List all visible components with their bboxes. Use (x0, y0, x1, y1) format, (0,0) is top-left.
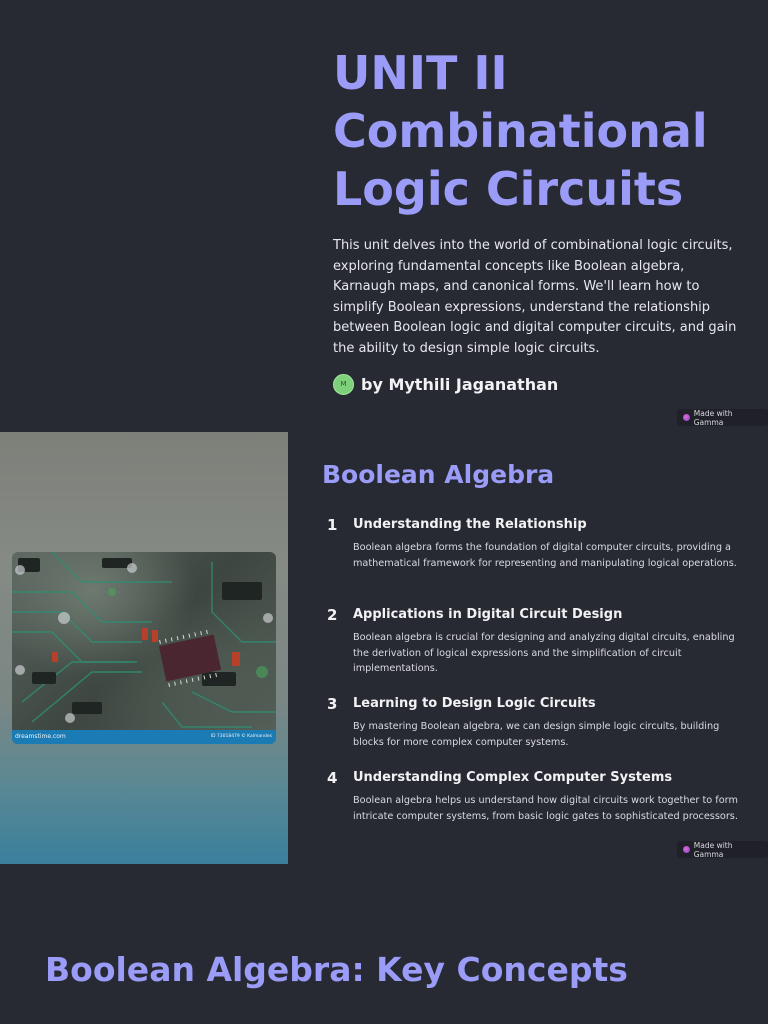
circuit-board-graphic (12, 552, 276, 744)
title-slide (0, 0, 768, 432)
badge-label: Made with Gamma (693, 408, 733, 427)
author-byline (333, 373, 558, 395)
avatar-initial: M (340, 380, 347, 388)
avatar (333, 374, 354, 395)
boolean-algebra-slide (0, 432, 768, 864)
image-panel (0, 432, 288, 864)
image-credit-bar (12, 730, 276, 744)
item-description: By mastering Boolean algebra, we can design simple logic circuits, building blocks for more complex computer systems. (353, 721, 720, 748)
gamma-logo-icon (683, 414, 690, 421)
key-concepts-heading: Boolean Algebra: Key Concepts (45, 950, 628, 989)
made-with-gamma-badge[interactable] (677, 841, 768, 858)
intro-paragraph: This unit delves into the world of combinational logic circuits, exploring fundamental concepts like Boolean algebra, Karnaugh maps, and canonical forms. We'll learn how to simplify Boolean expressions, understand the relationship between Boolean logic and digital computer circuits, and gain the ability to design simple logic circuits. (333, 238, 737, 356)
circuit-board-image (12, 552, 276, 744)
item-number: 3 (327, 695, 338, 713)
item-title: Applications in Digital Circuit Design (353, 607, 623, 622)
item-description: Boolean algebra helps us understand how digital circuits work together to form intricate computer systems, from basic logic gates to sophisticated processors. (353, 795, 738, 822)
slide-title (333, 44, 753, 218)
badge-label: Made with Gamma (693, 840, 733, 859)
image-source-label: dreamstime.com (15, 733, 66, 740)
item-title: Understanding Complex Computer Systems (353, 770, 673, 785)
made-with-gamma-badge[interactable] (677, 409, 768, 426)
title-line-1: UNIT II (333, 46, 508, 100)
item-title: Understanding the Relationship (353, 517, 587, 532)
item-number: 2 (327, 606, 338, 624)
section-heading: Boolean Algebra (322, 460, 555, 489)
gamma-logo-icon (683, 846, 690, 853)
item-number: 1 (327, 516, 338, 534)
title-line-2: Combinational (333, 104, 708, 158)
author-name: by Mythili Jaganathan (361, 374, 559, 394)
item-description: Boolean algebra forms the foundation of digital computer circuits, providing a mathematical framework for representing and manipulating logical operations. (353, 542, 737, 569)
title-line-3: Logic Circuits (333, 162, 684, 216)
item-title: Learning to Design Logic Circuits (353, 696, 596, 711)
item-description: Boolean algebra is crucial for designing and analyzing digital circuits, enabling the derivation of logical expressions and the simplification of circuit implementations. (353, 632, 735, 674)
item-number: 4 (327, 769, 338, 787)
image-id-label: ID 73018479 © Kalmandes (210, 734, 272, 739)
